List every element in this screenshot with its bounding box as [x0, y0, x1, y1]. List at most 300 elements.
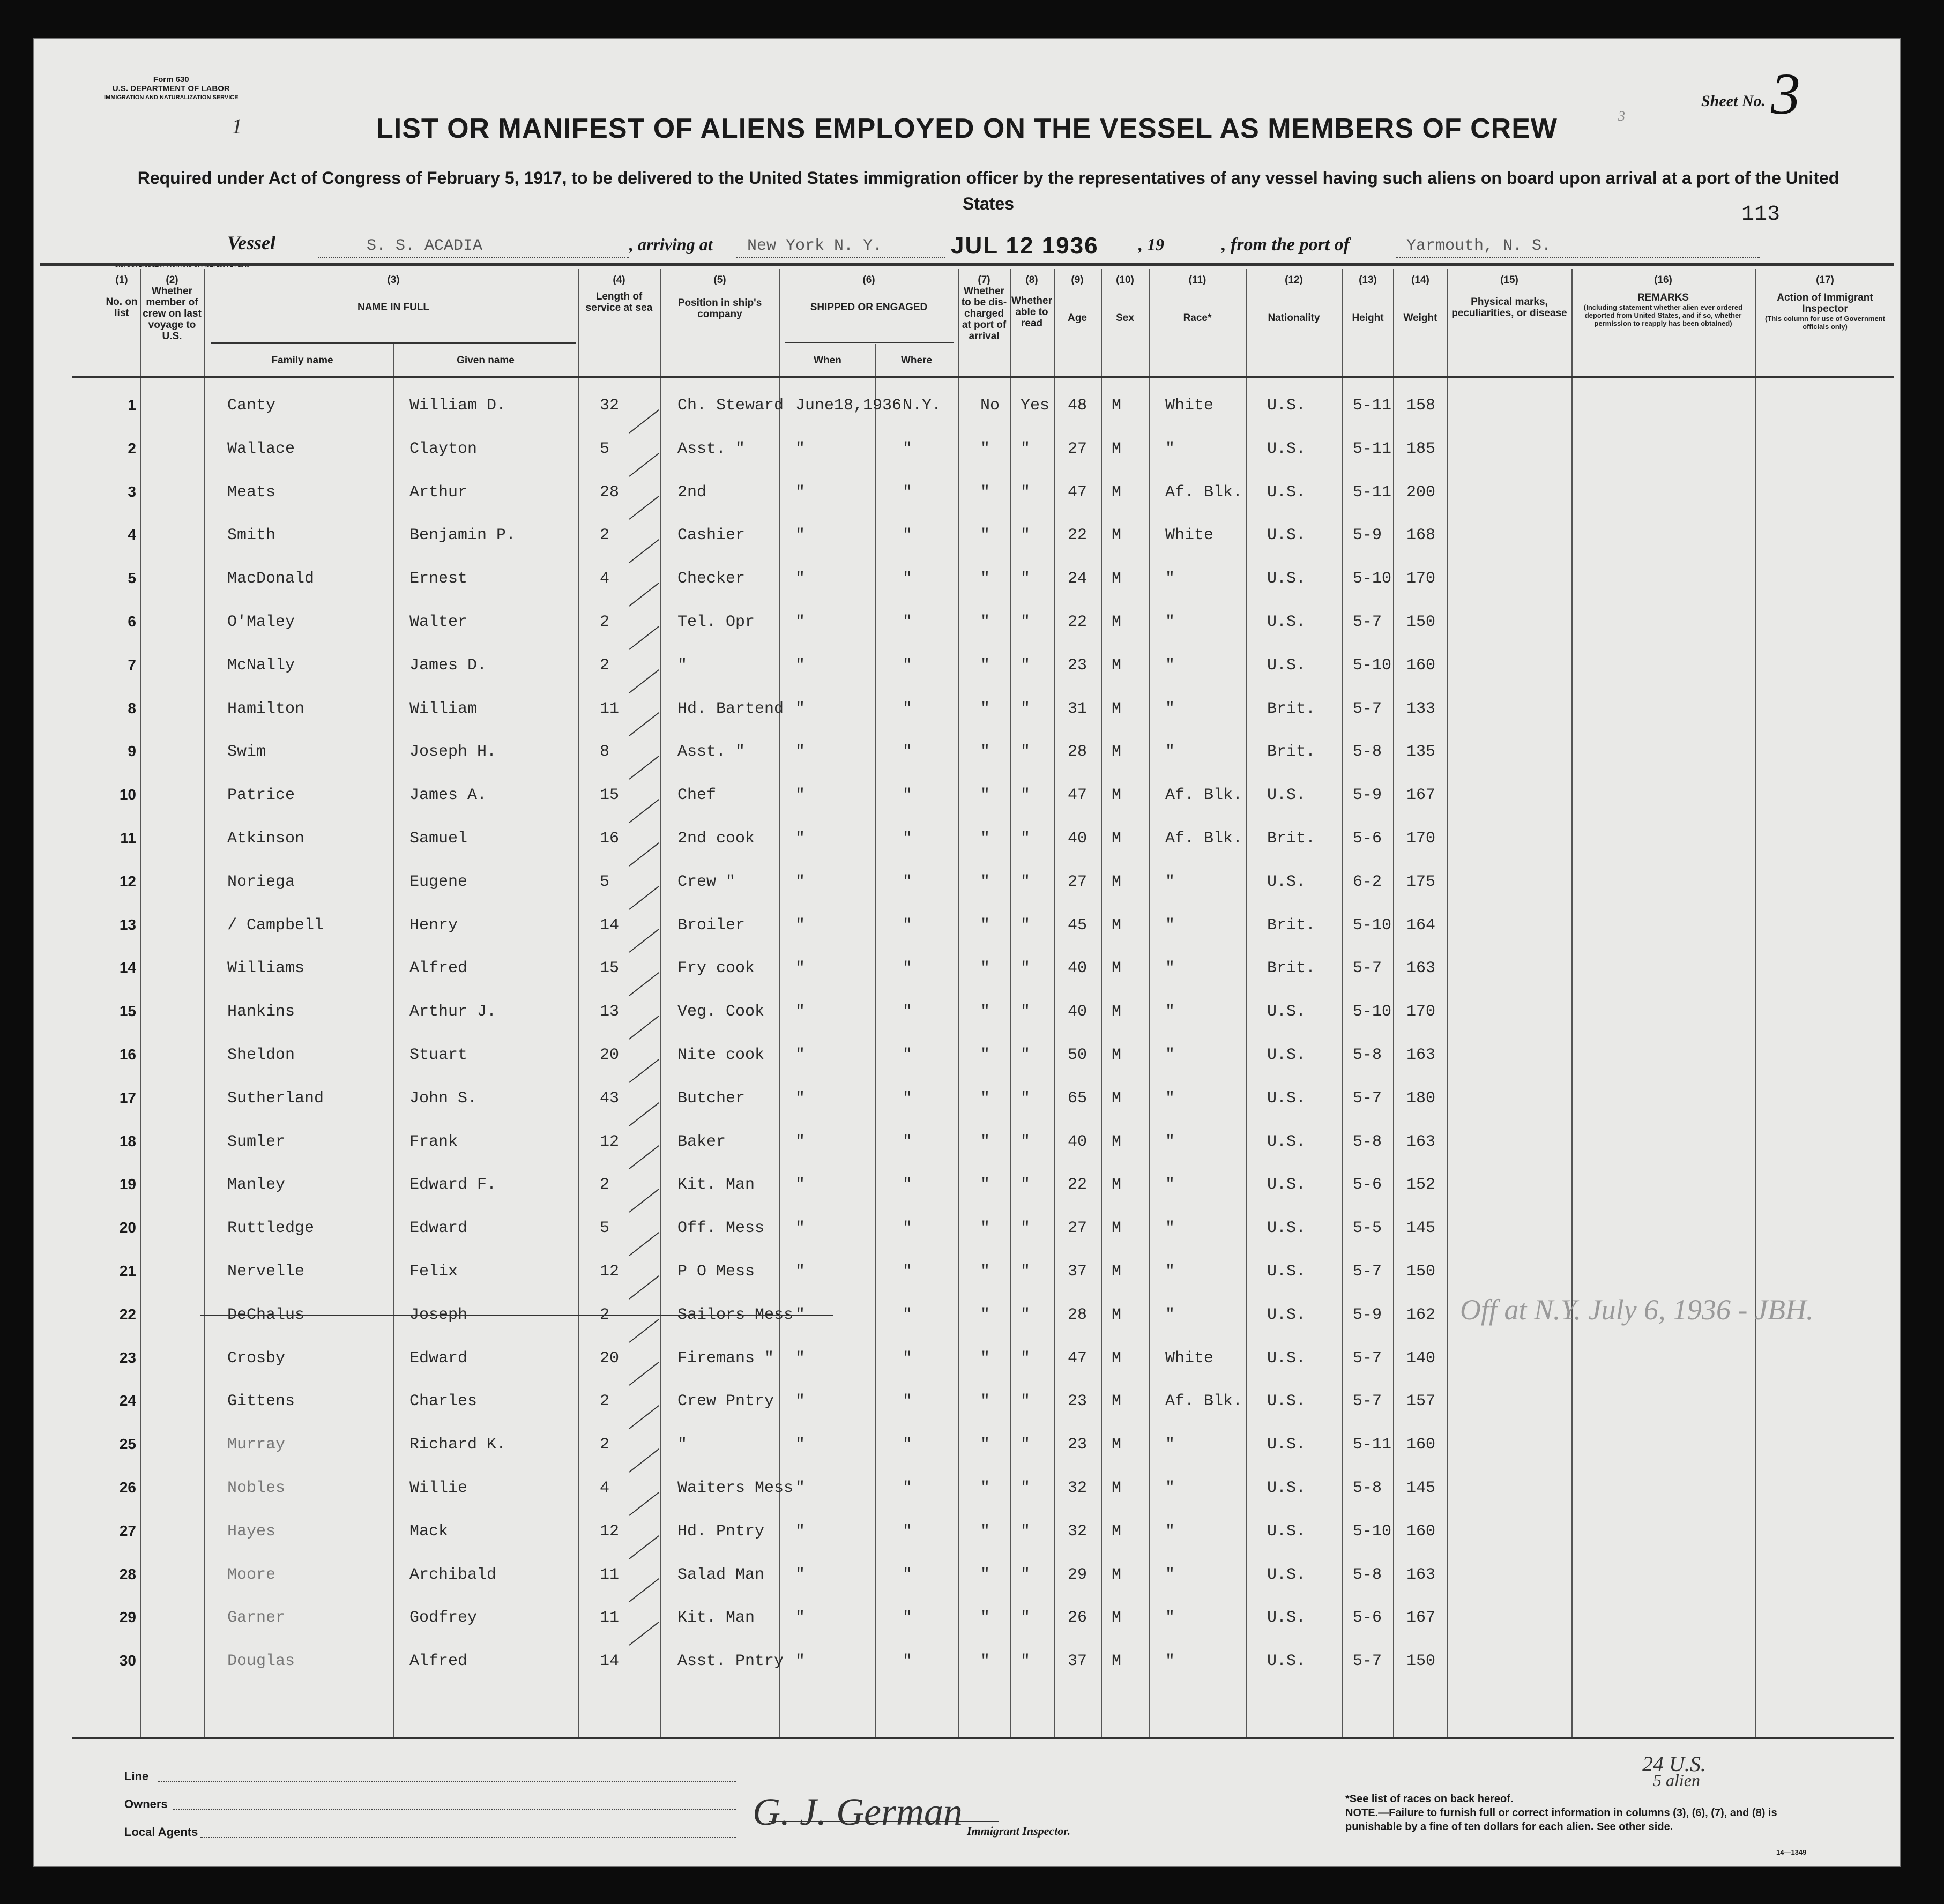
row-number: 22 — [119, 1306, 136, 1323]
nationality: U.S. — [1267, 1263, 1306, 1281]
line-label: Line — [124, 1769, 149, 1783]
given-name: Clayton — [409, 440, 478, 458]
shipped-where: " — [903, 613, 913, 631]
shipped-when: " — [795, 613, 806, 631]
discharged: " — [980, 1392, 990, 1410]
discharged: " — [980, 1219, 990, 1237]
given-name: James A. — [409, 786, 487, 804]
shipped-when: " — [795, 1566, 806, 1584]
nationality: U.S. — [1267, 1479, 1306, 1497]
position: Cashier — [677, 526, 746, 544]
table-row — [34, 526, 1894, 558]
length-of-service: 11 — [600, 1566, 620, 1584]
shipped-when: " — [795, 483, 806, 502]
penalty-note: NOTE.—Failure to furnish full or correct information in columns (3), (6), (7), and (8) is punishable by a fine of ten dollars for each alien. See other side. — [1345, 1807, 1777, 1833]
col-3-header: (3) NAME IN FULL — [357, 274, 430, 313]
table-row — [34, 1349, 1894, 1382]
length-of-service: 32 — [600, 397, 620, 415]
race: " — [1165, 1609, 1175, 1627]
shipped-when: " — [795, 656, 806, 675]
discharged: " — [980, 1003, 990, 1021]
able-to-read: " — [1021, 1133, 1031, 1151]
col-4-header: (4) Length of service at sea — [585, 274, 653, 313]
weight: 167 — [1406, 1609, 1436, 1627]
sex: M — [1112, 1219, 1122, 1237]
given-name: William — [409, 700, 478, 718]
race: " — [1165, 1089, 1175, 1108]
form-number: Form 630 — [153, 75, 189, 84]
shipped-where: " — [903, 1522, 913, 1541]
weight: 150 — [1406, 1263, 1436, 1281]
family-name: Hamilton — [227, 700, 305, 718]
able-to-read: " — [1021, 1652, 1031, 1670]
col-6-header: (6) SHIPPED OR ENGAGED — [810, 274, 928, 313]
year-label: , 19 — [1138, 235, 1164, 254]
age: 29 — [1068, 1566, 1088, 1584]
document-subtitle: Required under Act of Congress of February 5, 1917, to be delivered to the United States immigration officer by the representatives of any vessel having such aliens on board upon arrival at a port of the United States — [137, 168, 1839, 213]
table-row — [34, 1003, 1894, 1035]
position: Tel. Opr — [677, 613, 755, 631]
able-to-read: " — [1021, 440, 1031, 458]
length-of-service: 20 — [600, 1046, 620, 1064]
row-number: 21 — [119, 1263, 136, 1279]
race: " — [1165, 613, 1175, 631]
height: 5-10 — [1353, 1003, 1392, 1021]
remark: Off at N.Y. July 6, 1936 - JBH. — [1460, 1294, 1814, 1326]
age: 40 — [1068, 1133, 1088, 1151]
shipped-where: " — [903, 873, 913, 891]
nationality: U.S. — [1267, 1436, 1306, 1454]
nationality: U.S. — [1267, 1046, 1306, 1064]
weight: 150 — [1406, 1652, 1436, 1670]
table-row — [34, 1522, 1894, 1555]
length-of-service: 2 — [600, 526, 610, 544]
shipped-where: " — [903, 1609, 913, 1627]
given-name: Arthur — [409, 483, 468, 502]
nationality: Brit. — [1267, 700, 1316, 718]
race: " — [1165, 1566, 1175, 1584]
height: 5-10 — [1353, 916, 1392, 935]
discharged: " — [980, 526, 990, 544]
races-note: *See list of races on back hereof. — [1345, 1793, 1514, 1805]
given-name: Edward F. — [409, 1176, 497, 1194]
shipped-header-rule — [785, 342, 954, 343]
position: Salad Man — [677, 1566, 765, 1584]
row-number: 17 — [119, 1089, 136, 1106]
race: " — [1165, 959, 1175, 977]
height: 5-7 — [1353, 1392, 1382, 1410]
shipped-when: " — [795, 700, 806, 718]
able-to-read: " — [1021, 1436, 1031, 1454]
family-name: Crosby — [227, 1349, 286, 1368]
row-number: 25 — [119, 1436, 136, 1452]
sex: M — [1112, 1392, 1122, 1410]
race: White — [1165, 526, 1214, 544]
given-name: Godfrey — [409, 1609, 478, 1627]
row-number: 8 — [128, 700, 136, 716]
race: Af. Blk. — [1165, 483, 1243, 502]
able-to-read: " — [1021, 1479, 1031, 1497]
shipped-where: " — [903, 1436, 913, 1454]
family-name: Wallace — [227, 440, 295, 458]
position: Broiler — [677, 916, 746, 935]
given-name: Alfred — [409, 959, 468, 977]
position: Chef — [677, 786, 717, 804]
height: 5-8 — [1353, 1479, 1382, 1497]
tally-us: 24 U.S. — [1642, 1752, 1706, 1776]
signature-underline — [769, 1821, 999, 1822]
age: 22 — [1068, 1176, 1088, 1194]
given-name: William D. — [409, 397, 507, 415]
table-row — [34, 786, 1894, 818]
row-number: 15 — [119, 1003, 136, 1019]
sex: M — [1112, 1652, 1122, 1670]
height: 5-5 — [1353, 1219, 1382, 1237]
discharged: " — [980, 786, 990, 804]
given-name: James D. — [409, 656, 487, 675]
col-7-header: (7) Whether to be dis-charged at port of arrival — [961, 274, 1007, 342]
race: White — [1165, 397, 1214, 415]
table-row — [34, 1046, 1894, 1078]
position: Hd. Pntry — [677, 1522, 765, 1541]
age: 26 — [1068, 1609, 1088, 1627]
shipped-when: " — [795, 1306, 806, 1324]
position: Asst. Pntry — [677, 1652, 784, 1670]
nationality: Brit. — [1267, 743, 1316, 761]
owners-label: Owners — [124, 1797, 168, 1811]
discharged: " — [980, 656, 990, 675]
discharged: " — [980, 1522, 990, 1541]
height: 5-8 — [1353, 1566, 1382, 1584]
sheet-label: Sheet No. — [1701, 92, 1766, 110]
row-number: 9 — [128, 743, 136, 759]
row-number: 10 — [119, 786, 136, 803]
col-3b-header: Given name — [457, 355, 515, 366]
height: 5-11 — [1353, 440, 1392, 458]
position: " — [677, 656, 688, 675]
nationality: U.S. — [1267, 1392, 1306, 1410]
shipped-where: " — [903, 526, 913, 544]
table-row — [34, 570, 1894, 602]
row-number: 26 — [119, 1479, 136, 1496]
length-of-service: 15 — [600, 959, 620, 977]
nationality: U.S. — [1267, 1652, 1306, 1670]
discharged: No — [980, 397, 1000, 415]
position: Waiters Mess — [677, 1479, 794, 1497]
row-number: 27 — [119, 1522, 136, 1539]
height: 5-6 — [1353, 1609, 1382, 1627]
shipped-when: " — [795, 1046, 806, 1064]
sex: M — [1112, 830, 1122, 848]
length-of-service: 2 — [600, 1436, 610, 1454]
given-name: Arthur J. — [409, 1003, 497, 1021]
height: 5-7 — [1353, 613, 1382, 631]
weight: 200 — [1406, 483, 1436, 502]
given-name: Charles — [409, 1392, 478, 1410]
age: 31 — [1068, 700, 1088, 718]
discharged: " — [980, 1176, 990, 1194]
nationality: U.S. — [1267, 570, 1306, 588]
service-name: IMMIGRATION AND NATURALIZATION SERVICE — [104, 94, 239, 101]
nationality: U.S. — [1267, 1176, 1306, 1194]
weight: 163 — [1406, 1566, 1436, 1584]
col-15-header: (15) Physical marks, peculiarities, or disease — [1451, 274, 1567, 319]
table-row — [34, 959, 1894, 991]
length-of-service: 11 — [600, 1609, 620, 1627]
weight: 170 — [1406, 570, 1436, 588]
family-name: / Campbell — [227, 916, 324, 935]
sex: M — [1112, 1089, 1122, 1108]
date-stamp: JUL 12 1936 — [951, 233, 1099, 259]
sex: M — [1112, 397, 1122, 415]
sex: M — [1112, 1349, 1122, 1368]
col-10-header: (10) Sex — [1116, 274, 1134, 324]
form-code: 14—1349 — [1776, 1848, 1807, 1856]
age: 23 — [1068, 1392, 1088, 1410]
height: 5-10 — [1353, 570, 1392, 588]
shipped-where: " — [903, 1479, 913, 1497]
able-to-read: " — [1021, 1089, 1031, 1108]
able-to-read: " — [1021, 656, 1031, 675]
shipped-when: " — [795, 873, 806, 891]
race: " — [1165, 1522, 1175, 1541]
weight: 145 — [1406, 1219, 1436, 1237]
able-to-read: " — [1021, 1349, 1031, 1368]
shipped-where: " — [903, 1566, 913, 1584]
able-to-read: " — [1021, 959, 1031, 977]
shipped-when: " — [795, 1089, 806, 1108]
height: 5-11 — [1353, 483, 1392, 502]
position: Butcher — [677, 1089, 746, 1108]
race: " — [1165, 1046, 1175, 1064]
family-name: O'Maley — [227, 613, 295, 631]
inspector-signature: G. J. German — [753, 1790, 963, 1833]
age: 40 — [1068, 830, 1088, 848]
discharged: " — [980, 1349, 990, 1368]
race: " — [1165, 1306, 1175, 1324]
shipped-when: " — [795, 1263, 806, 1281]
row-number: 5 — [128, 570, 136, 586]
row-number: 16 — [119, 1046, 136, 1063]
shipped-where: " — [903, 1003, 913, 1021]
position: Firemans " — [677, 1349, 774, 1368]
given-name: Joseph — [409, 1306, 468, 1324]
table-row — [34, 440, 1894, 472]
weight: 160 — [1406, 1522, 1436, 1541]
length-of-service: 12 — [600, 1522, 620, 1541]
given-name: Walter — [409, 613, 468, 631]
given-name: Eugene — [409, 873, 468, 891]
given-name: Samuel — [409, 830, 468, 848]
sex: M — [1112, 1522, 1122, 1541]
height: 5-7 — [1353, 700, 1382, 718]
shipped-when: " — [795, 1436, 806, 1454]
owners-underline — [173, 1809, 736, 1810]
shipped-where: " — [903, 1176, 913, 1194]
age: 28 — [1068, 743, 1088, 761]
family-name: Hayes — [227, 1522, 276, 1541]
sex: M — [1112, 483, 1122, 502]
position: Crew " — [677, 873, 736, 891]
vessel-underline — [318, 257, 629, 258]
position: Hd. Bartend — [677, 700, 784, 718]
table-row — [34, 1436, 1894, 1468]
from-port: Yarmouth, N. S. — [1406, 237, 1552, 255]
race: " — [1165, 1263, 1175, 1281]
row-number: 2 — [128, 440, 136, 457]
discharged: " — [980, 1306, 990, 1324]
col-8-header: (8) Whether able to read — [1011, 274, 1052, 329]
age: 24 — [1068, 570, 1088, 588]
race: Af. Blk. — [1165, 830, 1243, 848]
height: 5-8 — [1353, 1133, 1382, 1151]
age: 45 — [1068, 916, 1088, 935]
table-row — [34, 873, 1894, 905]
table-row — [34, 1089, 1894, 1122]
family-name: Nervelle — [227, 1263, 305, 1281]
shipped-when: " — [795, 526, 806, 544]
position: Off. Mess — [677, 1219, 765, 1237]
weight: 157 — [1406, 1392, 1436, 1410]
shipped-where: " — [903, 1263, 913, 1281]
table-row — [34, 1609, 1894, 1641]
race: Af. Blk. — [1165, 1392, 1243, 1410]
position: Fry cook — [677, 959, 755, 977]
sex: M — [1112, 1306, 1122, 1324]
name-header-rule — [211, 342, 576, 344]
position: P O Mess — [677, 1263, 755, 1281]
family-name: Sutherland — [227, 1089, 324, 1108]
nationality: U.S. — [1267, 526, 1306, 544]
shipped-when: " — [795, 743, 806, 761]
discharged: " — [980, 1263, 990, 1281]
discharged: " — [980, 440, 990, 458]
age: 50 — [1068, 1046, 1088, 1064]
able-to-read: " — [1021, 1176, 1031, 1194]
weight: 185 — [1406, 440, 1436, 458]
table-row — [34, 1392, 1894, 1424]
discharged: " — [980, 959, 990, 977]
shipped-where: " — [903, 1089, 913, 1108]
height: 5-7 — [1353, 1349, 1382, 1368]
position: 2nd — [677, 483, 707, 502]
sheet-number: 3 — [1771, 61, 1800, 126]
row-number: 11 — [120, 830, 136, 846]
age: 27 — [1068, 873, 1088, 891]
arriving-port: New York N. Y. — [747, 237, 883, 255]
from-port-label: , from the port of — [1221, 235, 1350, 255]
weight: 150 — [1406, 613, 1436, 631]
row-number: 1 — [128, 397, 136, 413]
shipped-where: " — [903, 786, 913, 804]
col-16-header: (16) REMARKS (Including statement whether alien ever ordered deported from United States, and if so, whether permission to reapply has been obtained) — [1583, 274, 1743, 327]
height: 5-10 — [1353, 656, 1392, 675]
shipped-when: " — [795, 440, 806, 458]
family-name: Hankins — [227, 1003, 295, 1021]
shipped-where: " — [903, 1046, 913, 1064]
sex: M — [1112, 1133, 1122, 1151]
shipped-when: " — [795, 1176, 806, 1194]
table-row — [34, 656, 1894, 689]
row-number: 29 — [119, 1609, 136, 1625]
sex: M — [1112, 1436, 1122, 1454]
length-of-service: 2 — [600, 1176, 610, 1194]
race: " — [1165, 1652, 1175, 1670]
position: Asst. " — [677, 743, 746, 761]
nationality: Brit. — [1267, 959, 1316, 977]
shipped-when: " — [795, 1349, 806, 1368]
shipped-where: " — [903, 1306, 913, 1324]
length-of-service: 28 — [600, 483, 620, 502]
able-to-read: " — [1021, 526, 1031, 544]
able-to-read: " — [1021, 1392, 1031, 1410]
table-row — [34, 1219, 1894, 1251]
nationality: Brit. — [1267, 916, 1316, 935]
family-name: Gittens — [227, 1392, 295, 1410]
form-identifier — [104, 75, 239, 102]
able-to-read: " — [1021, 613, 1031, 631]
shipped-where: " — [903, 916, 913, 935]
strike-through-line — [200, 1315, 833, 1316]
table-row — [34, 1479, 1894, 1511]
table-row — [34, 1566, 1894, 1598]
able-to-read: " — [1021, 1566, 1031, 1584]
length-of-service: 20 — [600, 1349, 620, 1368]
row-number: 13 — [119, 916, 136, 933]
age: 27 — [1068, 1219, 1088, 1237]
vessel-label: Vessel — [227, 232, 275, 253]
family-name: Garner — [227, 1609, 286, 1627]
position: Asst. " — [677, 440, 746, 458]
family-name: McNally — [227, 656, 295, 675]
able-to-read: " — [1021, 1219, 1031, 1237]
shipped-where: " — [903, 1392, 913, 1410]
nationality: U.S. — [1267, 613, 1306, 631]
manifest-sheet — [33, 38, 1901, 1867]
shipped-when: " — [795, 570, 806, 588]
family-name: Murray — [227, 1436, 286, 1454]
col-11-header: (11) Race* — [1183, 274, 1212, 324]
length-of-service: 2 — [600, 656, 610, 675]
age: 32 — [1068, 1522, 1088, 1541]
row-number: 28 — [119, 1566, 136, 1582]
sex: M — [1112, 1003, 1122, 1021]
shipped-when: " — [795, 786, 806, 804]
row-number: 12 — [119, 873, 136, 890]
tally-alien: 5 alien — [1653, 1771, 1700, 1790]
weight: 180 — [1406, 1089, 1436, 1108]
table-header-bottom — [72, 376, 1894, 378]
shipped-where: N.Y. — [903, 397, 942, 415]
age: 37 — [1068, 1263, 1088, 1281]
col-2-header: (2) Whether member of crew on last voyage to U.S. — [143, 274, 202, 342]
col-13-header: (13) Height — [1352, 274, 1384, 324]
sex: M — [1112, 743, 1122, 761]
able-to-read: Yes — [1021, 397, 1050, 415]
weight: 152 — [1406, 1176, 1436, 1194]
shipped-when: " — [795, 1392, 806, 1410]
height: 5-9 — [1353, 526, 1382, 544]
discharged: " — [980, 1133, 990, 1151]
given-name: Richard K. — [409, 1436, 507, 1454]
local-agents-underline — [200, 1837, 736, 1838]
nationality: U.S. — [1267, 1349, 1306, 1368]
length-of-service: 4 — [600, 570, 610, 588]
table-row — [34, 743, 1894, 775]
table-row — [34, 613, 1894, 645]
given-name: John S. — [409, 1089, 478, 1108]
col-12-header: (12) Nationality — [1268, 274, 1320, 324]
